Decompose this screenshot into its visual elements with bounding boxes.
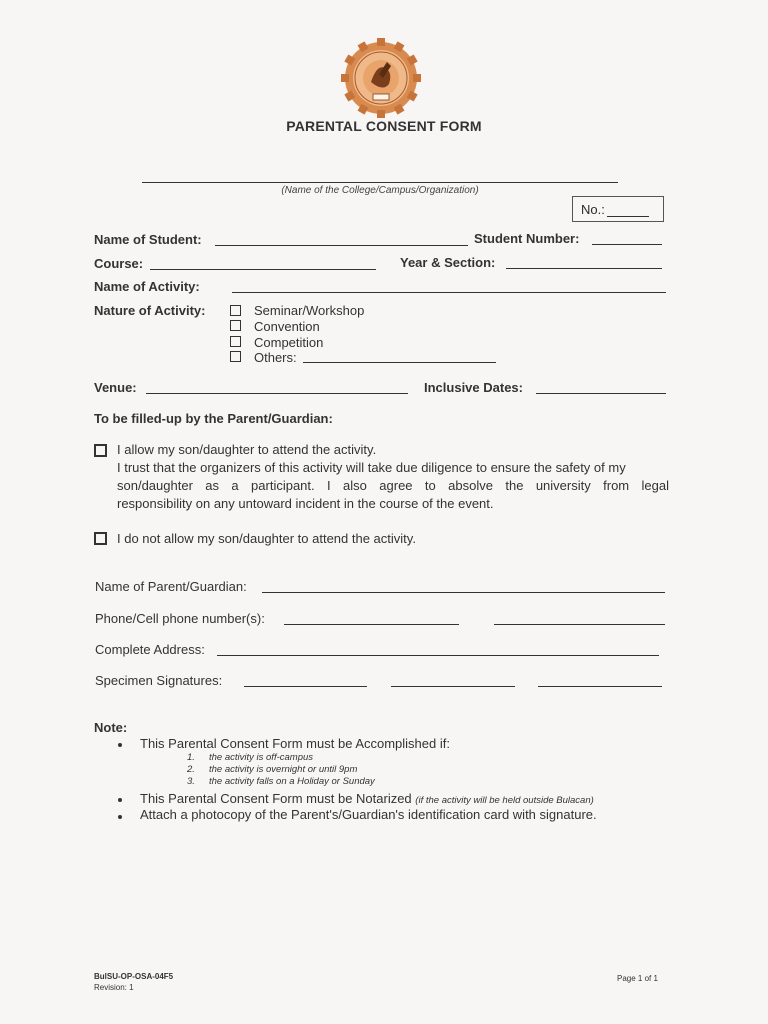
disallow-checkbox[interactable]	[94, 532, 107, 545]
guardian-name-line[interactable]	[262, 592, 665, 593]
signatures-label: Specimen Signatures:	[95, 673, 223, 688]
college-caption: (Name of the College/Campus/Organization)	[281, 185, 479, 196]
others-checkbox[interactable]	[230, 351, 241, 362]
activity-name-line[interactable]	[232, 292, 666, 293]
seminar-checkbox[interactable]	[230, 305, 241, 316]
venue-line[interactable]	[146, 393, 408, 394]
bullet-dot	[118, 743, 122, 747]
allow-line-2: I trust that the organizers of this activity will take due diligence to ensure the safety of my	[117, 460, 626, 475]
phone-line-1[interactable]	[284, 624, 459, 625]
signature-line-3[interactable]	[538, 686, 662, 687]
student-number-line[interactable]	[592, 244, 662, 245]
bullet-dot	[118, 815, 122, 819]
signature-line-2[interactable]	[391, 686, 515, 687]
form-title: PARENTAL CONSENT FORM	[286, 118, 482, 134]
page-number: Page 1 of 1	[617, 974, 658, 983]
others-specify-line[interactable]	[303, 362, 496, 363]
sub-item-3-text: the activity falls on a Holiday or Sunday	[209, 776, 375, 787]
allow-line-4: responsibility on any untoward incident in the course of the event.	[117, 496, 494, 511]
inclusive-dates-label: Inclusive Dates:	[424, 380, 523, 395]
disallow-statement: I do not allow my son/daughter to attend the activity.	[117, 531, 416, 546]
note-heading: Note:	[94, 720, 128, 735]
convention-option-label: Convention	[254, 319, 320, 334]
inclusive-dates-line[interactable]	[536, 393, 666, 394]
university-seal-icon	[338, 38, 424, 118]
notarized-text: This Parental Consent Form must be Notarized	[140, 791, 412, 806]
bullet-dot	[118, 798, 122, 802]
note-bullet-2	[140, 791, 594, 806]
college-name-line[interactable]	[142, 182, 618, 183]
allow-line-1: I allow my son/daughter to attend the activity.	[117, 442, 377, 457]
form-number-label: No.:	[581, 202, 605, 217]
allow-checkbox[interactable]	[94, 444, 107, 457]
course-label: Course:	[94, 256, 144, 271]
year-section-label: Year & Section:	[400, 255, 496, 270]
allow-line-3: son/daughter as a participant. I also agree to absolve the university from legal	[117, 478, 669, 493]
activity-name-label: Name of Activity:	[94, 279, 200, 294]
phone-label: Phone/Cell phone number(s):	[95, 611, 265, 626]
seminar-option-label: Seminar/Workshop	[254, 303, 365, 318]
others-option-label: Others:	[254, 350, 297, 365]
student-number-label: Student Number:	[474, 231, 580, 246]
allow-statement	[117, 441, 669, 513]
phone-line-2[interactable]	[494, 624, 665, 625]
convention-checkbox[interactable]	[230, 320, 241, 331]
sub-item-2-text: the activity is overnight or until 9pm	[209, 764, 358, 775]
sub-item-1-num: 1.	[187, 752, 195, 763]
signature-line-1[interactable]	[244, 686, 367, 687]
address-label: Complete Address:	[95, 642, 205, 657]
notarized-condition: (if the activity will be held outside Bulacan)	[415, 795, 594, 806]
competition-option-label: Competition	[254, 335, 324, 350]
sub-item-3-num: 3.	[187, 776, 195, 787]
note-bullet-3: Attach a photocopy of the Parent's/Guardian's identification card with signature.	[140, 807, 597, 822]
form-number-box[interactable]	[572, 196, 664, 222]
form-code: BulSU-OP-OSA-04F5	[94, 972, 174, 981]
student-name-line[interactable]	[215, 245, 468, 246]
sub-item-2-num: 2.	[187, 764, 195, 775]
course-line[interactable]	[150, 269, 376, 270]
competition-checkbox[interactable]	[230, 336, 241, 347]
guardian-section-heading: To be filled-up by the Parent/Guardian:	[94, 411, 333, 426]
nature-activity-label: Nature of Activity:	[94, 303, 206, 318]
year-section-line[interactable]	[506, 268, 662, 269]
form-number-line	[607, 204, 649, 217]
venue-label: Venue:	[94, 380, 137, 395]
guardian-name-label: Name of Parent/Guardian:	[95, 579, 247, 594]
sub-item-1-text: the activity is off-campus	[209, 752, 314, 763]
address-line[interactable]	[217, 655, 659, 656]
note-bullet-1: This Parental Consent Form must be Accomplished if:	[140, 736, 450, 751]
form-revision: Revision: 1	[94, 983, 134, 992]
student-name-label: Name of Student:	[94, 232, 202, 247]
